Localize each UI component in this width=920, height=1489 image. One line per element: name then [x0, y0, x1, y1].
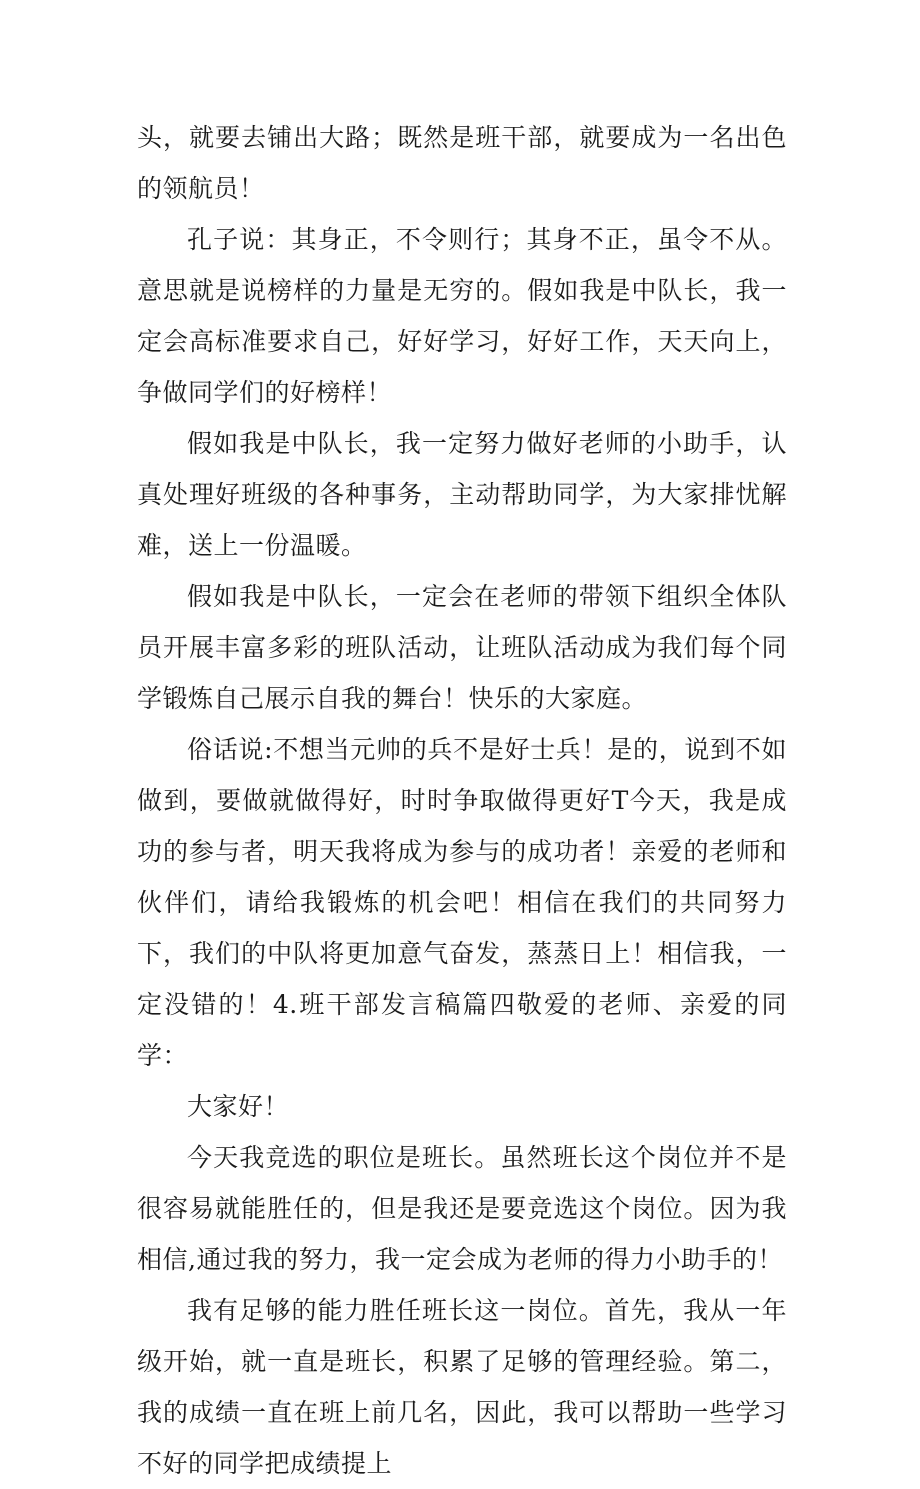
paragraph-2: 孔子说：其身正，不令则行；其身不正，虽令不从。意思就是说榜样的力量是无穷的。假如我是中队长，我一定会高标准要求自己，好好学习，好好工作，天天向上，争做同学们的好榜样！: [137, 225, 787, 407]
paragraph-7: 今天我竞选的职位是班长。虽然班长这个岗位并不是很容易就能胜任的，但是我还是要竞选这个岗位。因为我相信,通过我的努力，我一定会成为老师的得力小助手的！: [137, 1143, 787, 1274]
paragraph-1: 头，就要去铺出大路；既然是班干部，就要成为一名出色的领航员！: [137, 123, 787, 203]
paragraph-8: 我有足够的能力胜任班长这一岗位。首先，我从一年级开始，就一直是班长，积累了足够的管理经验。第二，我的成绩一直在班上前几名，因此，我可以帮助一些学习不好的同学把成绩提上: [137, 1296, 787, 1478]
paragraph-4: 假如我是中队长，一定会在老师的带领下组织全体队员开展丰富多彩的班队活动，让班队活动成为我们每个同学锻炼自己展示自我的舞台！快乐的大家庭。: [137, 582, 787, 713]
paragraph-6: 大家好！: [187, 1092, 290, 1121]
paragraph-3: 假如我是中队长，我一定努力做好老师的小助手，认真处理好班级的各种事务，主动帮助同学，为大家排忧解难，送上一份温暖。: [137, 429, 787, 560]
paragraph-5: 俗话说:不想当元帅的兵不是好士兵！是的，说到不如做到，要做就做得好，时时争取做得更好T今天，我是成功的参与者，明天我将成为参与的成功者！亲爱的老师和伙伴们，请给我锻炼的机会吧！相信在我们的共同努力下，我们的中队将更加意气奋发，蒸蒸日上！相信我，一定没错的！4.班干部发言稿篇四敬爱的老师、亲爱的同学：: [137, 735, 787, 1070]
document-body: [137, 112, 787, 1489]
